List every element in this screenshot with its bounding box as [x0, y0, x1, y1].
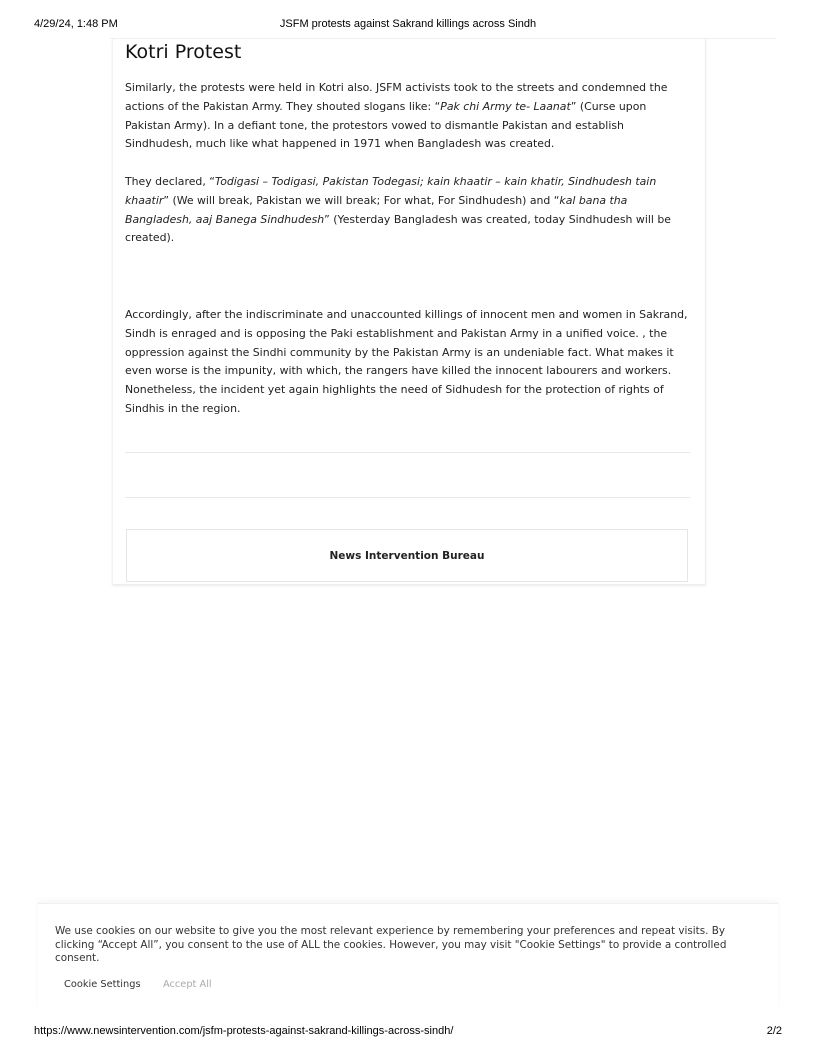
slogan-text: kal bana tha Bangladesh, aaj Banega Sindhudesh	[125, 193, 628, 226]
cookie-banner	[38, 903, 778, 1009]
article-paragraph	[125, 173, 690, 248]
print-page-title: JSFM protests against Sakrand killings across Sindh	[279, 18, 537, 30]
print-header	[0, 18, 816, 34]
author-box[interactable]	[126, 529, 688, 582]
print-url: https://www.newsintervention.com/jsfm-protests-against-sakrand-killings-across-sindh/	[34, 1025, 454, 1037]
author-name[interactable]: News Intervention Bureau	[329, 549, 485, 562]
paragraph-text: Similarly, the protests were held in Kotri also. JSFM activists took to the streets and condemned the actions of the Pakistan Army. They shouted slogans like: “	[125, 81, 668, 113]
cookie-consent-text: We use cookies on our website to give you the most relevant experience by remembering your preferences and repeat visits. By clicking “Accept All”, you consent to the use of ALL the cookies. However, you may visit "Cookie Settings" to provide a controlled consent.	[55, 925, 727, 964]
divider	[125, 452, 690, 453]
accept-all-button[interactable]: Accept All	[163, 979, 212, 990]
divider	[125, 497, 690, 498]
article-paragraph: Accordingly, after the indiscriminate and unaccounted killings of innocent men and women in Sakrand, Sindh is enraged and is opposing the Paki establishment and Pakistan Army in a unified voice. , the oppression against the Sindhi community by the Pakistan Army is an undeniable fact. What makes it even worse is the impunity, with which, the rangers have killed the innocent labourers and workers. Nonetheless, the incident yet again highlights the need of Sidhudesh for the protection of rights of Sindhis in the region.	[125, 308, 688, 415]
paragraph-text: They declared, “	[125, 175, 215, 188]
paragraph-text: ” (Curse upon Pakistan Army). In a defiant tone, the protestors vowed to dismantle Pakistan and establish Sindhudesh, much like what happened in 1971 when Bangladesh was created.	[125, 99, 647, 151]
print-footer	[0, 1025, 816, 1041]
slogan-text: Pak chi Army te- Laanat	[440, 99, 571, 113]
cookie-settings-button[interactable]: Cookie Settings	[64, 979, 141, 990]
paragraph-text: ” (Yesterday Bangladesh was created, today Sindhudesh will be created).	[125, 212, 671, 245]
page-number: 2/2	[766, 1025, 782, 1037]
article-paragraph	[125, 79, 690, 154]
print-datetime: 4/29/24, 1:48 PM	[34, 18, 118, 30]
paragraph-text: ” (We will break, Pakistan we will break; For what, For Sindhudesh) and “	[163, 193, 560, 207]
article-heading: Kotri Protest	[125, 41, 242, 63]
slogan-text: Todigasi – Todigasi, Pakistan Todegasi; kain khaatir – kain khatir, Sindhudesh tain khaatir	[125, 175, 657, 207]
